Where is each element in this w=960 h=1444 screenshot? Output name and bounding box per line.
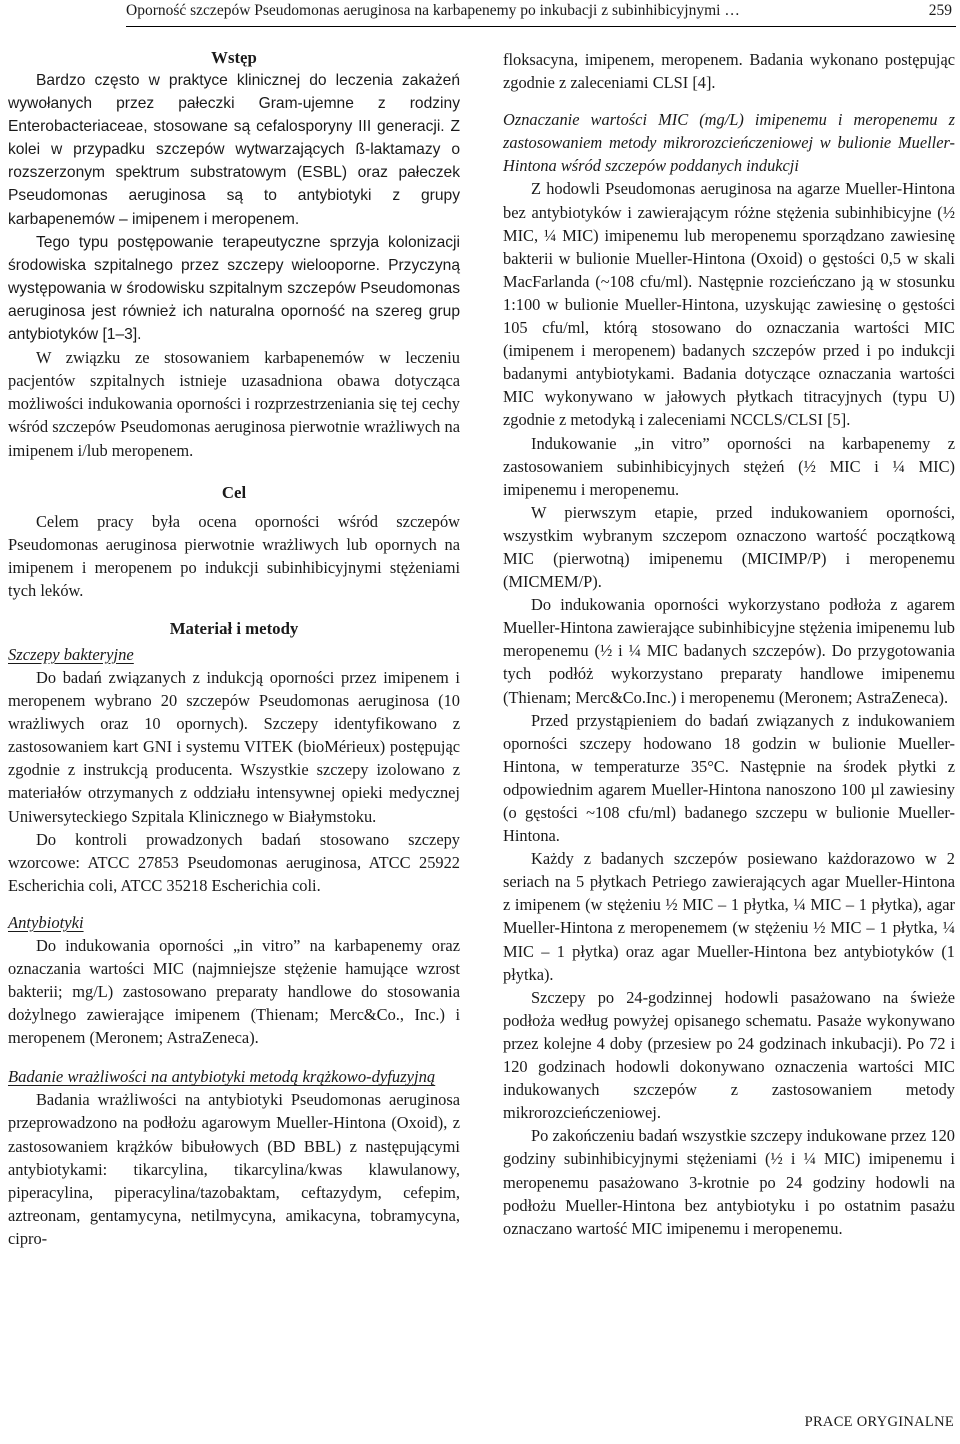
paragraph: Do kontroli prowadzonych badań stosowano szczepy wzorcowe: ATCC 27853 Pseudomonas aeruginosa, ATCC 25922 Escherichia coli, ATCC 35218 Escherichia coli. (8, 829, 460, 895)
paragraph: W pierwszym etapie, przed indukowaniem oporności, wszystkim wybranym szczepom oznaczono wartość początkową MIC (pierwotną) imipenemu (MICIMP/P) i meropenemu (MICMEM/P). (503, 502, 955, 592)
section-heading-wstep: Wstęp (211, 48, 257, 67)
subsection-heading: Antybiotyki (8, 912, 84, 932)
paragraph: Szczepy po 24-godzinnej hodowli pasażowano na świeże podłoża według powyżej opisanego schematu. Pasaże wykonywano przez kolejne 4 doby (przesiew po 24 godzinach inkubacji). Po 72 i 120 godzinach hodowli dokonywano oznaczenia wartości MIC indukowanych szczepów z zastosowaniem metody mikrorozcieńczeniowej. (503, 987, 955, 1123)
section-heading-materialy: Materiał i metody (169, 618, 299, 638)
subsection-heading: Szczepy bakteryjne (8, 644, 134, 664)
left-column (8, 46, 460, 1250)
paragraph: Celem pracy była ocena oporności wśród szczepów Pseudomonas aeruginosa pierwotnie wrażliwych lub opornych na imipenem i meropenem po indukcji subinhibicyjnymi stężeniami tych leków. (8, 511, 460, 600)
paragraph: floksacyna, imipenem, meropenem. Badania wykonano postępując zgodnie z zaleceniami CLSI [4]. (503, 50, 955, 93)
paragraph: Do indukowania oporności wykorzystano podłoża z agarem Mueller-Hintona zawierające subinhibicyjne stężenia imipenemu lub meropenemu (½ i ¼ MIC badanych szczepów). Do przygotowania tych podłóż wykorzystano preparaty handlowe imipenemu (Thienam; Merc&Co.Inc.) i meropenemu (Meronem; AstraZeneca). (503, 595, 955, 707)
right-column (503, 48, 955, 1240)
subsection-heading: Oznaczanie wartości MIC (mg/L) imipenemu i meropenemu z zastosowaniem metody mikrorozcieńczeniowej w bulionie Mueller-Hintona wśród szczepów poddanych indukcji (503, 110, 955, 176)
paragraph: Indukowanie „in vitro” oporności na karbapenemy z zastosowaniem subinhibicyjnych stężeń (½ MIC i ¼ MIC) imipenemu i meropenemu. (503, 433, 955, 499)
footer-label: PRACE ORYGINALNE (804, 1414, 954, 1430)
paragraph: Badania wrażliwości na antybiotyki Pseudomonas aeruginosa przeprowadzono na podłożu agarowym Mueller-Hintona (Oxoid), z zastosowaniem krążków bibułowych (BD BBL) z następującymi antybiotykami: tikarcylina, tikarcylina/kwas klawulanowy, piperacylina, piperacylina/tazobaktam, ceftazydym, cefepim, aztreonam, gentamycyna, netilmycyna, amikacyna, tobramycyna, cipro- (8, 1090, 460, 1248)
running-header (126, 0, 956, 27)
paragraph: Do badań związanych z indukcją oporności przez imipenem i meropenem wybrano 20 szczepów Pseudomonas aeruginosa (10 wrażliwych oraz 10 opornych). Szczepy identyfikowano z zastosowaniem kart GNI i systemu VITEK (bioMérieux) postępując zgodnie z instrukcją producenta. Wszystkie szczepy izolowano z materiałów otrzymanych z oddziału intensywnej opieki medycznej Uniwersyteckiego Szpitala Klinicznego w Białymstoku. (8, 667, 460, 826)
paragraph: W związku ze stosowaniem karbapenemów w leczeniu pacjentów szpitalnych istnieje uzasadniona obawa dotycząca możliwości indukowania oporności i rozprzestrzeniania się tej cechy wśród szczepów Pseudomonas aeruginosa pierwotnie wrażliwych na imipenem i/lub meropenem. (8, 348, 460, 460)
paragraph: Tego typu postępowanie terapeutyczne sprzyja kolonizacji środowiska szpitalnego przez szczepy wielooporne. Przyczyną występowania w środowisku szpitalnym szczepów Pseudomonas aeruginosa jest również ich naturalna oporność na szereg grup antybiotyków [1–3]. (8, 233, 460, 344)
section-heading-cel: Cel (221, 482, 247, 502)
running-title: Oporność szczepów Pseudomonas aeruginosa na karbapenemy po inkubacji z subinhibicyjnymi … (126, 2, 740, 19)
subsection-heading: Badanie wrażliwości na antybiotyki metodą krążkowo-dyfuzyjną (8, 1067, 436, 1087)
paragraph: Przed przystąpieniem do badań związanych z indukowaniem oporności szczepy hodowano 18 godzin w bulionie Mueller-Hintona, w temperaturze 35°C. Następnie na środek płytki z odpowiednim agarem Mueller-Hintona nanoszono 100 µl zawiesiny (o gęstości ~108 cfu/ml) badanego szczepu w bulionie Mueller-Hintona. (503, 710, 955, 846)
paragraph: Po zakończeniu badań wszystkie szczepy indukowane przez 120 godziny subinhibicyjnymi stężeniami (½ i ¼ MIC) imipenemu i meropenemu pasażowano 3-krotnie po 24 godziny hodowli na podłożu Mueller-Hintona bez antybiotyku i po ostatnim pasażu oznaczano wartość MIC imipenemu i meropenemu. (503, 1126, 955, 1238)
paragraph: Z hodowli Pseudomonas aeruginosa na agarze Mueller-Hintona bez antybiotyków i zawierającym różne stężenia subinhibicyjne (½ MIC, ¼ MIC) imipenemu lub meropenemu sporządzano zawiesinę bakterii w bulionie Mueller-Hintona (Oxoid) o gęstości 0,5 w skali MacFarlanda (~108 cfu/ml). Następnie rozcieńczano ją w stosunku 1:100 w bulionie Mueller-Hintona, uzyskując zawiesinę o gęstości 105 cfu/ml, którą stosowano do oznaczania wartości MIC (imipenem i meropenem) badanych szczepów przed i po indukcji badanymi antybiotykami. Badania dotyczące oznaczania wartości MIC wykonywano w jałowych płytkach titracyjnych (typu U) zgodnie z metodyką i zaleceniami NCCLS/CLSI [5]. (503, 179, 955, 430)
paragraph: Każdy z badanych szczepów posiewano każdorazowo w 2 seriach na 5 płytkach Petriego zawierających agar Mueller-Hintona z imipenem (w stężeniu ½ MIC – 1 płytka, ¼ MIC – 1 płytka), agar Mueller-Hintona z meropenemem (w stężeniu ½ MIC – 1 płytka, ¼ MIC – 1 płytka) oraz agar Mueller-Hintona bez antybiotyków (1 płytka). (503, 849, 955, 984)
paragraph: Do indukowania oporności „in vitro” na karbapenemy oraz oznaczania wartości MIC (najmniejsze stężenie hamujące wzrost bakterii; mg/L) zastosowano preparaty handlowe do stosowania dożylnego zawierające imipenem (Thienam; Merc&Co., Inc.) i meropenem (Meronem; AstraZeneca). (8, 935, 460, 1048)
page-number: 259 (928, 2, 952, 19)
paragraph: Bardzo często w praktyce klinicznej do leczenia zakażeń wywołanych przez pałeczki Gram-ujemne z rodziny Enterobacteriaceae, stosowane są cefalosporyny III generacji. Z kolei w przypadku szczepów wytwarzających ß-laktamazy o rozszerzonym spektrum substratowym (ESBL) oraz pałeczek Pseudomonas aeruginosa są to antybiotyki z grupy karbapenemów – imipenem i meropenem. (8, 72, 460, 228)
